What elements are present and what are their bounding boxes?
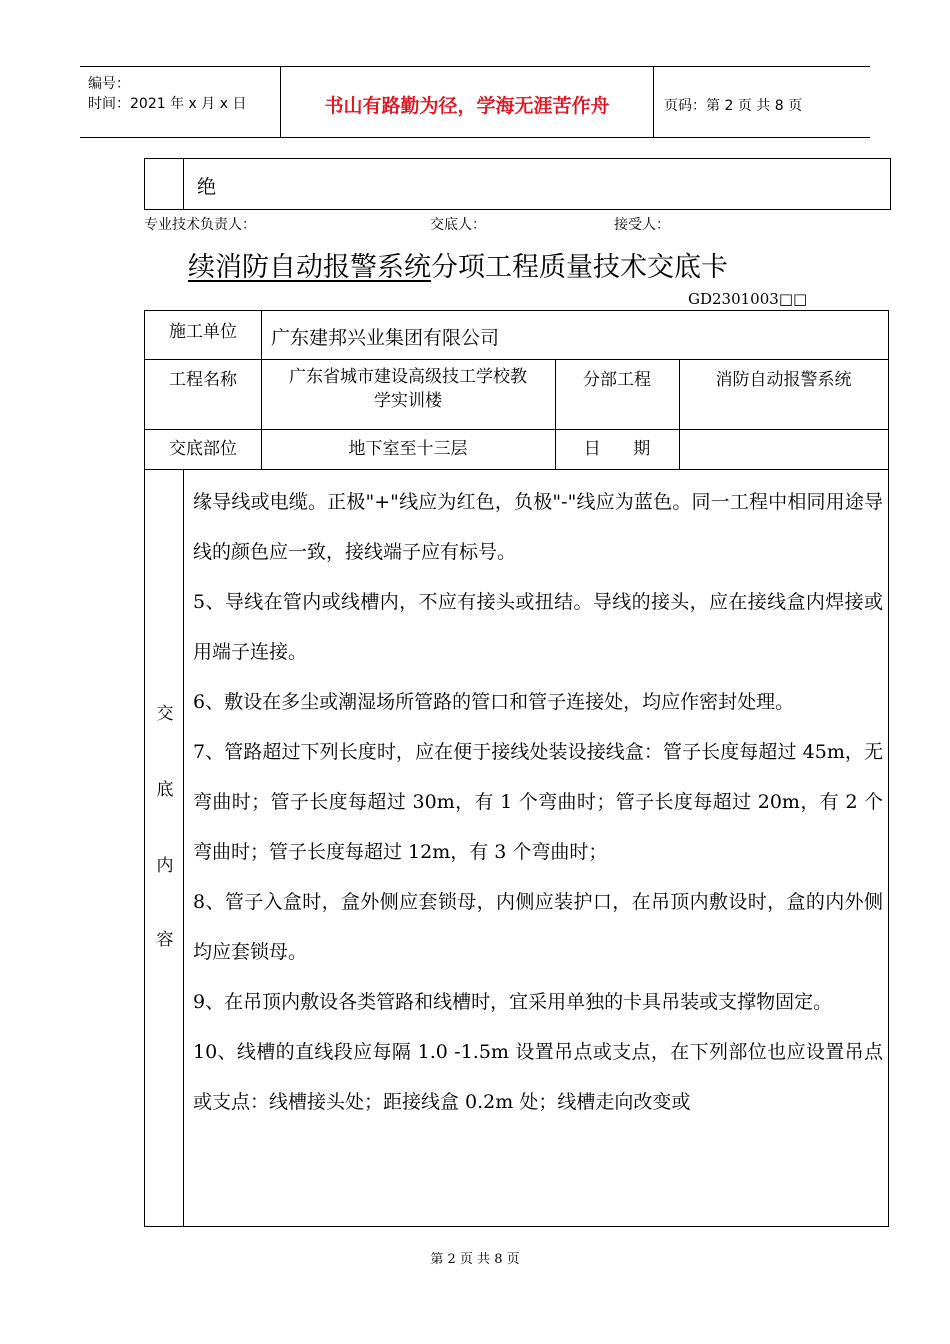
project-value-line1: 广东省城市建设高级技工学校教 — [289, 367, 527, 387]
content-label-char: 底 — [156, 780, 174, 800]
unit-value: 广东建邦兴业集团有限公司 — [271, 327, 500, 349]
number-label: 编号： — [88, 76, 130, 92]
motto: 书山有路勤为径，学海无涯苦作舟 — [324, 95, 610, 117]
content-label-char: 内 — [156, 856, 174, 876]
content-paragraph: 10、线槽的直线段应每隔 1.0 -1.5m 设置吊点或支点，在下列部位也应设置吊点或支点：线槽接头处；距接线盒 0.2m 处；线槽走向改变或 — [193, 1041, 883, 1113]
row-divider — [145, 469, 888, 470]
page-info: 页码：第 2 页 共 8 页 — [664, 98, 803, 114]
title-underlined: 续消防自动报警系统 — [188, 252, 431, 283]
content-label-char: 交 — [156, 704, 174, 724]
continuation-text: 绝 — [197, 176, 217, 198]
continuation-row — [144, 158, 891, 210]
content-paragraph: 8、管子入盒时，盒外侧应套锁母，内侧应装护口，在吊顶内敷设时，盒的内外侧均应套锁母。 — [193, 891, 883, 963]
row-divider — [145, 359, 888, 360]
receiver-label: 接受人： — [614, 217, 670, 233]
content-paragraph: 缘导线或电缆。正极"+"线应为红色，负极"-"线应为蓝色。同一工程中相同用途导线的颜色应一致，接线端子应有标号。 — [193, 491, 883, 563]
date-label: 时间：2021 年 x 月 x 日 — [88, 96, 247, 112]
division-value: 消防自动报警系统 — [715, 370, 852, 390]
discloser-label: 交底人： — [430, 217, 486, 233]
date-label: 日 期 — [583, 439, 651, 459]
division-label: 分部工程 — [583, 370, 651, 390]
row-divider — [145, 429, 888, 430]
content-paragraph: 9、在吊顶内敷设各类管路和线槽时，宜采用单独的卡具吊装或支撑物固定。 — [193, 991, 833, 1013]
content-paragraph: 5、导线在管内或线槽内，不应有接头或扭结。导线的接头，应在接线盒内焊接或用端子连接。 — [193, 591, 883, 663]
continuation-label-cell — [145, 159, 184, 209]
location-value: 地下室至十三层 — [348, 439, 468, 459]
location-label: 交底部位 — [169, 439, 237, 459]
header-page-cell — [652, 67, 870, 137]
project-label: 工程名称 — [169, 370, 237, 390]
document-title — [188, 245, 728, 284]
page-footer: 第 2 页 共 8 页 — [430, 1252, 520, 1267]
content-paragraph: 6、敷设在多尘或潮湿场所管路的管口和管子连接处，均应作密封处理。 — [193, 691, 795, 713]
unit-label: 施工单位 — [169, 322, 237, 342]
disclosure-content — [193, 477, 883, 1127]
header-meta — [80, 67, 280, 137]
title-rest: 分项工程质量技术交底卡 — [431, 252, 728, 283]
disclosure-table — [144, 310, 889, 1227]
project-value — [261, 365, 555, 413]
tech-lead-label: 专业技术负责人： — [144, 217, 256, 233]
document-code: GD2301003□□ — [688, 290, 808, 308]
content-paragraph: 7、管路超过下列长度时，应在便于接线处装设接线盒：管子长度每超过 45m，无弯曲时；管子长度每超过 30m，有 1 个弯曲时；管子长度每超过 20m，有 2 个弯曲时；管子长度每超过 12m，有 3 个弯曲时； — [193, 741, 883, 863]
project-value-line2: 学实训楼 — [374, 391, 442, 411]
header-motto-cell — [280, 67, 654, 137]
content-label-char: 容 — [156, 930, 174, 950]
page-header — [80, 66, 870, 138]
col-divider — [183, 469, 184, 1226]
